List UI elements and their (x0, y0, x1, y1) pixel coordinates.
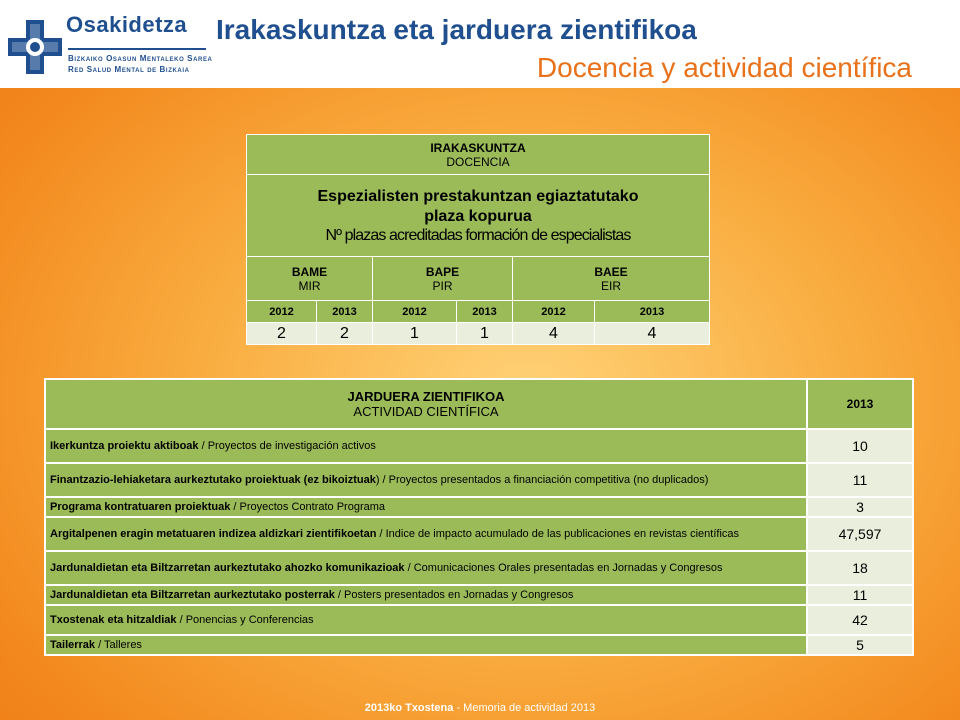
group-eu: BAPE (425, 264, 460, 279)
footer-separator: - (453, 702, 464, 714)
row-value: 11 (807, 585, 913, 605)
value-cell: 2 (317, 323, 373, 345)
table-row (45, 497, 807, 517)
osakidetza-logo (6, 8, 213, 80)
row-label-es: / Talleres (95, 639, 142, 651)
row-value: 11 (807, 463, 913, 497)
logo-subtitle-es: Red Salud Mental de Bizkaia (68, 65, 190, 74)
table-row (45, 429, 807, 463)
row-label-es: / Indice de impacto acumulado de las publicaciones en revistas científicas (376, 528, 740, 540)
row-value: 5 (807, 635, 913, 655)
value-cell: 4 (513, 323, 595, 345)
actividad-title-eu: JARDUERA ZIENTIFIKOA (347, 389, 505, 404)
row-label-eu: Tailerrak (50, 639, 96, 651)
docencia-desc-eu-1: Espezialisten prestakuntzan egiaztatutako (317, 187, 639, 205)
group-header-baee (513, 257, 710, 301)
docencia-title-cell (247, 135, 710, 175)
row-label-es: ) / Proyectos presentados a financiación competitiva (no duplicados) (375, 474, 709, 486)
logo-divider (68, 48, 206, 50)
row-value: 18 (807, 551, 913, 585)
docencia-desc-es: Nº plazas acreditadas formación de especialistas (325, 226, 631, 244)
actividad-table (44, 378, 914, 656)
row-label-eu: Programa kontratuaren proiektuak (50, 501, 231, 513)
medical-cross-icon (6, 18, 64, 76)
row-value: 3 (807, 497, 913, 517)
year-cell: 2013 (595, 301, 710, 323)
group-eu: BAEE (594, 264, 628, 279)
year-cell: 2013 (317, 301, 373, 323)
year-cell: 2012 (247, 301, 317, 323)
footer-es: Memoria de actividad 2013 (463, 702, 596, 714)
table-row (45, 605, 807, 635)
docencia-table (246, 134, 710, 345)
actividad-title-cell (45, 379, 807, 429)
docencia-title-eu: IRAKASKUNTZA (430, 140, 526, 155)
row-label-es: / Proyectos Contrato Programa (230, 501, 386, 513)
row-value: 42 (807, 605, 913, 635)
actividad-title-es: ACTIVIDAD CIENTÍFICA (353, 404, 499, 419)
logo-subtitle-eu: Bizkaiko Osasun Mentaleko Sarea (68, 54, 213, 63)
row-label-eu: Finantzazio-lehiaketara aurkeztutako proiektuak (ez bikoiztuak (50, 474, 376, 486)
group-es: MIR (298, 278, 321, 293)
value-cell: 1 (457, 323, 513, 345)
row-label-eu: Ikerkuntza proiektu aktiboak (50, 440, 199, 452)
page-title-eu: Irakaskuntza eta jarduera zientifikoa (216, 14, 697, 45)
row-label-es: / Proyectos de investigación activos (198, 440, 376, 452)
table-row (45, 585, 807, 605)
row-value: 47,597 (807, 517, 913, 551)
group-header-bape (373, 257, 513, 301)
year-cell: 2012 (513, 301, 595, 323)
group-es: EIR (600, 278, 621, 293)
group-es: PIR (432, 278, 453, 293)
page-footer (0, 702, 960, 714)
row-label-es: / Posters presentados en Jornadas y Congresos (334, 589, 574, 601)
row-label-eu: Txostenak eta hitzaldiak (50, 614, 177, 626)
row-label-es: / Comunicaciones Orales presentadas en Jornadas y Congresos (404, 562, 723, 574)
table-row (45, 517, 807, 551)
row-label-eu: Jardunaldietan eta Biltzarretan aurkeztutako posterrak (50, 589, 335, 601)
value-cell: 1 (373, 323, 457, 345)
logo-name: Osakidetza (66, 12, 188, 37)
value-cell: 4 (595, 323, 710, 345)
row-label-eu: Argitalpenen eragin metatuaren indizea aldizkari zientifikoetan (50, 528, 377, 540)
group-eu: BAME (291, 264, 328, 279)
page-title-es: Docencia y actividad científica (536, 52, 912, 83)
year-cell: 2013 (457, 301, 513, 323)
year-cell: 2012 (373, 301, 457, 323)
value-cell: 2 (247, 323, 317, 345)
page-header (0, 0, 960, 88)
row-label-es: / Ponencias y Conferencias (176, 614, 314, 626)
docencia-title-es: DOCENCIA (446, 154, 510, 169)
table-row (45, 635, 807, 655)
docencia-desc-eu-2: plaza kopurua (424, 207, 532, 225)
actividad-year-header: 2013 (807, 379, 913, 429)
row-label-eu: Jardunaldietan eta Biltzarretan aurkeztutako ahozko komunikazioak (50, 562, 405, 574)
row-value: 10 (807, 429, 913, 463)
footer-eu: 2013ko Txostena (364, 702, 454, 714)
table-row (45, 463, 807, 497)
table-row (45, 551, 807, 585)
docencia-description-cell (247, 175, 710, 257)
group-header-bame (247, 257, 373, 301)
